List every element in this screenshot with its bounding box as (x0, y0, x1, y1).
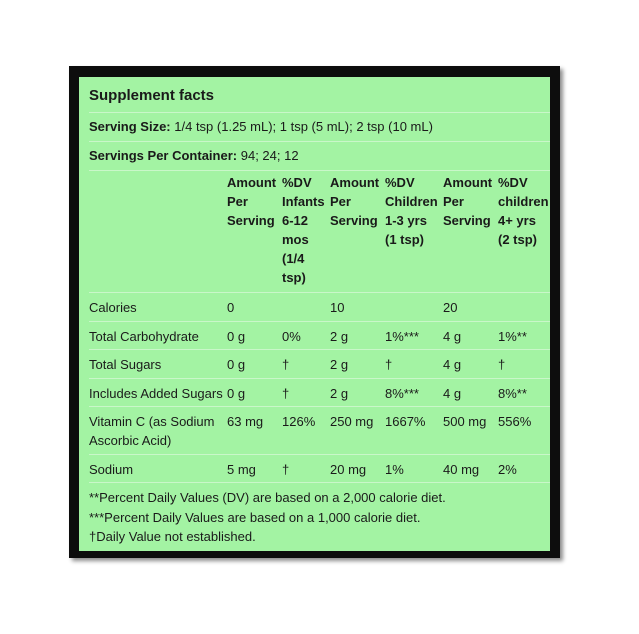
nutrient-value: 63 mg (227, 414, 264, 429)
nutrient-value: 1% (385, 462, 404, 477)
nutrient-value: 2 g (330, 386, 349, 401)
nutrient-value: 8%*** (385, 386, 419, 401)
nutrient-value: 4 g (443, 329, 462, 344)
servings-per-container-label: Servings Per Container: (89, 148, 238, 163)
nutrient-value: † (282, 462, 290, 477)
footnote: †Daily Value not established. (89, 529, 256, 544)
nutrient-value: 556% (498, 414, 532, 429)
servings-per-container (89, 148, 299, 163)
nutrient-value: 0 g (227, 357, 246, 372)
nutrient-row (89, 293, 550, 322)
nutrient-value: 1%** (498, 329, 527, 344)
nutrient-value: † (385, 357, 393, 372)
nutrient-value: † (498, 357, 506, 372)
nutrient-name: Total Sugars (89, 357, 162, 372)
nutrient-value: † (282, 386, 290, 401)
nutrient-value: 2 g (330, 329, 349, 344)
supplement-facts-frame (69, 66, 560, 558)
nutrient-name: Calories (89, 300, 137, 315)
nutrient-value: 0 g (227, 386, 246, 401)
nutrient-value: 20 (443, 300, 458, 315)
column-header: %DV Children 1-3 yrs (1 tsp) (385, 175, 438, 247)
nutrient-value: 0 g (227, 329, 246, 344)
nutrient-name: Sodium (89, 462, 134, 477)
serving-size-value: 1/4 tsp (1.25 mL); 1 tsp (5 mL); 2 tsp (10 mL) (174, 119, 433, 134)
footnote: ***Percent Daily Values are based on a 1,000 calorie diet. (89, 509, 421, 525)
serving-size-row (89, 113, 550, 142)
column-header: %DV children 4+ yrs (2 tsp) (498, 175, 549, 247)
column-header: Amount Per Serving (227, 175, 277, 228)
nutrient-value: 1667% (385, 414, 426, 429)
footnote: **Percent Daily Values (DV) are based on a 2,000 calorie diet. (89, 490, 446, 505)
nutrient-value: 0% (282, 329, 301, 344)
nutrient-value: 40 mg (443, 462, 480, 477)
nutrient-value: † (282, 357, 290, 372)
nutrient-value: 500 mg (443, 414, 487, 429)
nutrient-value: 5 mg (227, 462, 256, 477)
nutrient-value: 2% (498, 462, 517, 477)
column-header: %DV Infants 6-12 mos (1/4 tsp) (282, 175, 325, 285)
supplement-facts-panel (79, 77, 550, 551)
nutrient-name: Vitamin C (as Sodium Ascorbic Acid) (89, 414, 215, 448)
nutrient-row (89, 322, 550, 350)
nutrient-row (89, 455, 550, 483)
nutrient-value: 20 mg (330, 462, 367, 477)
title-row (89, 77, 550, 113)
nutrient-value: 10 (330, 300, 345, 315)
serving-size (89, 119, 433, 134)
nutrient-value: 2 g (330, 357, 349, 372)
nutrient-row (89, 379, 550, 407)
nutrient-row (89, 407, 550, 455)
nutrient-value: 8%** (498, 386, 527, 401)
serving-size-label: Serving Size: (89, 119, 171, 134)
nutrient-value: 4 g (443, 357, 462, 372)
nutrient-value: 250 mg (330, 414, 374, 429)
nutrient-value: 126% (282, 414, 316, 429)
column-header: Amount Per Serving (443, 175, 493, 228)
servings-per-container-value: 94; 24; 12 (240, 148, 299, 163)
panel-title: Supplement facts (89, 87, 215, 104)
nutrient-name: Includes Added Sugars (89, 386, 223, 401)
nutrient-value: 4 g (443, 386, 462, 401)
nutrient-row (89, 350, 550, 379)
nutrient-value: 1%*** (385, 329, 419, 344)
nutrient-name: Total Carbohydrate (89, 329, 199, 344)
servings-per-container-row (89, 142, 550, 171)
column-header: Amount Per Serving (330, 175, 380, 228)
nutrient-value: 0 (227, 300, 235, 315)
